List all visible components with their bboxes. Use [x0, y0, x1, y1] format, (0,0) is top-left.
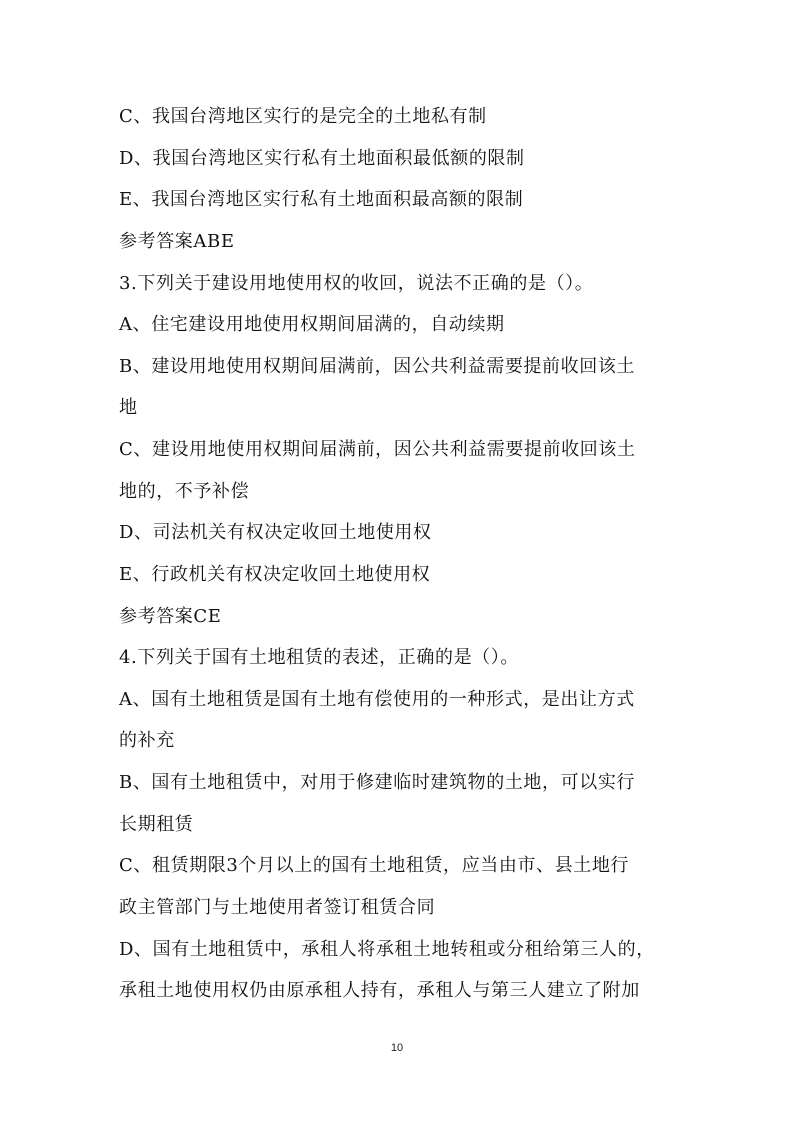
option-c-q3: C、建设用地使用权期间届满前，因公共利益需要提前收回该土	[119, 439, 636, 460]
option-a-q4: A、国有土地租赁是国有土地有偿使用的一种形式，是出让方式	[119, 689, 635, 710]
option-d-q2: D、我国台湾地区实行私有土地面积最低额的限制	[119, 148, 525, 169]
option-a-q3: A、住宅建设用地使用权期间届满的，自动续期	[119, 314, 505, 335]
question-3: 3.下列关于建设用地使用权的收回，说法不正确的是（）。	[119, 273, 594, 294]
option-a-q4-continued: 的补充	[119, 730, 175, 751]
option-b-q3: B、建设用地使用权期间届满前，因公共利益需要提前收回该土	[119, 356, 636, 377]
answer-q2: 参考答案ABE	[119, 231, 235, 252]
option-e-q3: E、行政机关有权决定收回土地使用权	[119, 564, 431, 585]
option-d-q4: D、国有土地租赁中，承租人将承租土地转租或分租给第三人的，	[119, 939, 655, 960]
option-d-q4-continued: 承租土地使用权仍由原承租人持有，承租人与第三人建立了附加	[119, 980, 640, 1001]
answer-q3: 参考答案CE	[119, 606, 222, 627]
option-b-q4-continued: 长期租赁	[119, 814, 194, 835]
option-d-q3: D、司法机关有权决定收回土地使用权	[119, 522, 432, 543]
option-c-q4: C、租赁期限3个月以上的国有土地租赁，应当由市、县土地行	[119, 855, 630, 876]
page-number: 10	[390, 1042, 404, 1054]
option-c-q2: C、我国台湾地区实行的是完全的土地私有制	[119, 106, 487, 127]
option-e-q2: E、我国台湾地区实行私有土地面积最高额的限制	[119, 189, 524, 210]
option-b-q3-continued: 地	[119, 397, 138, 418]
option-b-q4: B、国有土地租赁中，对用于修建临时建筑物的土地，可以实行	[119, 772, 636, 793]
option-c-q4-continued: 政主管部门与土地使用者签订租赁合同	[119, 897, 436, 918]
question-4: 4.下列关于国有土地租赁的表述，正确的是（）。	[119, 647, 519, 668]
option-c-q3-continued: 地的，不予补偿	[119, 481, 250, 502]
